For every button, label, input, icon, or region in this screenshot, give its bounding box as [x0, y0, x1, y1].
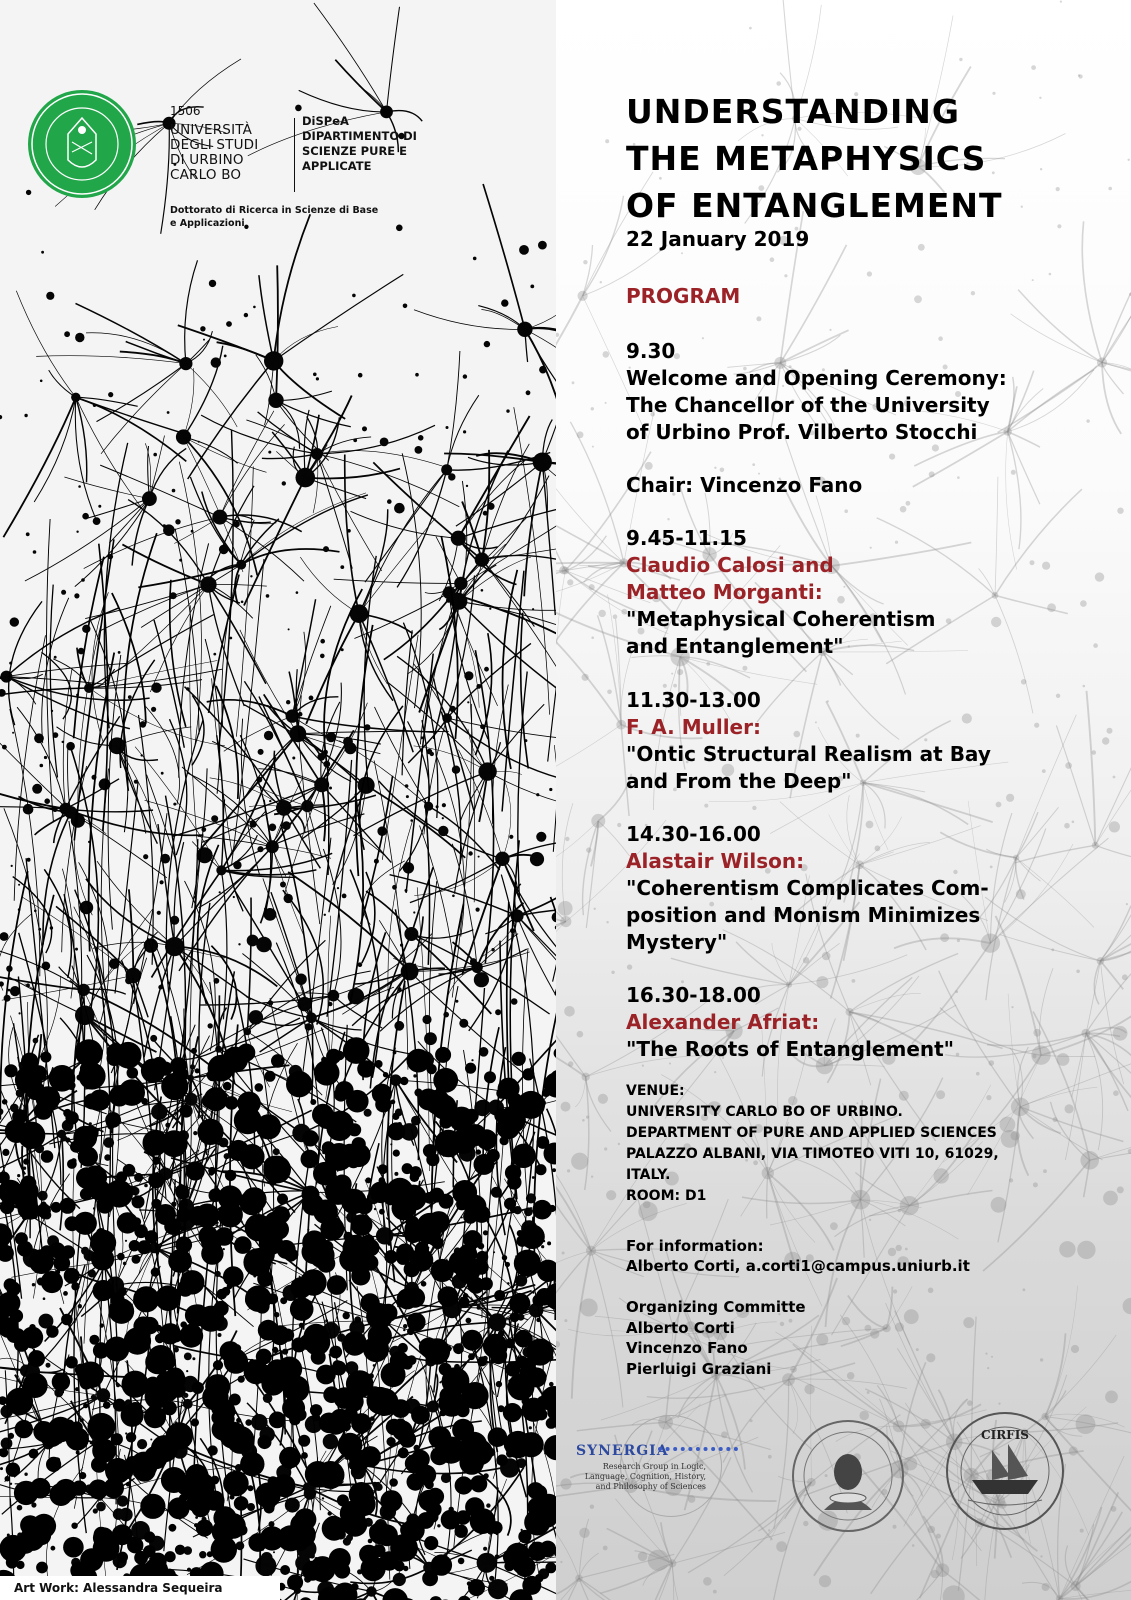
session-talk-title: Mystery"	[626, 930, 728, 954]
university-name-line: DI URBINO	[170, 152, 244, 168]
venue-line: ROOM: D1	[626, 1188, 707, 1204]
session-speaker: F. A. Muller:	[626, 715, 761, 739]
session-speaker: Claudio Calosi and	[626, 553, 834, 577]
doctorate-label	[170, 204, 410, 230]
department-line: SCIENZE PURE E	[302, 144, 408, 158]
session-time: 14.30-16.00	[626, 822, 761, 846]
synergia-name: SYNERGIA	[576, 1443, 669, 1459]
session-2	[626, 687, 991, 795]
ink-artwork	[0, 0, 560, 1600]
synergia-caption	[576, 1462, 706, 1492]
portrait-icon	[794, 1422, 902, 1530]
university-name-line: CARLO BO	[170, 167, 242, 183]
committee-member: Vincenzo Fano	[626, 1339, 748, 1357]
session-speaker: Alastair Wilson:	[626, 849, 805, 873]
university-name	[170, 123, 280, 183]
university-name-line: DEGLI STUDI	[170, 137, 259, 153]
committee-member: Pierluigi Graziani	[626, 1359, 772, 1378]
committee-block	[626, 1297, 806, 1379]
department-line: DIPARTIMENTO DI	[302, 129, 417, 143]
session-4	[626, 982, 954, 1063]
info-block	[626, 1236, 970, 1276]
venue-line: VENUE:	[626, 1083, 685, 1099]
portrait-seal-logo	[792, 1420, 904, 1532]
venue-line: UNIVERSITY CARLO BO OF URBINO.	[626, 1104, 903, 1120]
venue-line: ITALY.	[626, 1167, 671, 1183]
cirfis-logo	[946, 1412, 1064, 1530]
venue-line: DEPARTMENT OF PURE AND APPLIED SCIENCES	[626, 1125, 997, 1141]
doctorate-line: Dottorato di Ricerca in Scienze di Base	[170, 205, 379, 216]
artwork-panel	[0, 0, 560, 1600]
synergia-caption-line: and Philosophy of Sciences	[595, 1482, 706, 1491]
committee-heading: Organizing Committe	[626, 1298, 806, 1316]
synergia-caption-line: Language, Cognition, History,	[584, 1472, 706, 1481]
session-speaker: Matteo Morganti:	[626, 580, 823, 604]
university-logo-block	[28, 90, 428, 240]
synergia-dots-icon	[658, 1447, 738, 1455]
venue-block	[626, 1081, 999, 1207]
session-3	[626, 821, 989, 956]
session-time: 9.30	[626, 339, 676, 363]
session-time: 16.30-18.00	[626, 983, 761, 1007]
committee-member: Alberto Corti	[626, 1318, 735, 1337]
title-line: UNDERSTANDING	[626, 92, 961, 131]
venue-line: PALAZZO ALBANI, VIA TIMOTEO VITI 10, 61029,	[626, 1146, 999, 1162]
session-time: 11.30-13.00	[626, 688, 761, 712]
department-line: APPLICATE	[302, 159, 372, 173]
title-line: THE METAPHYSICS	[626, 139, 987, 178]
info-line: For information:	[626, 1237, 764, 1255]
university-year: 1506	[170, 104, 201, 118]
session-talk-title: and Entanglement"	[626, 634, 844, 658]
session-talk-title: "The Roots of Entanglement"	[626, 1037, 955, 1061]
cirfis-name: CIRFIS	[981, 1428, 1029, 1442]
session-talk-title: "Coherentism Complicates Com-	[626, 876, 989, 900]
event-title	[626, 88, 1066, 229]
university-name-line: UNIVERSITÀ	[170, 122, 253, 138]
doctorate-line: e Applicazioni	[170, 218, 245, 229]
opening-line: Welcome and Opening Ceremony:	[626, 366, 1007, 390]
opening-line: The Chancellor of the University	[626, 393, 990, 417]
synergia-caption-line: Research Group in Logic,	[602, 1462, 706, 1471]
university-seal-icon	[28, 90, 136, 198]
session-time: 9.45-11.15	[626, 526, 747, 550]
department-name	[302, 114, 432, 174]
info-email[interactable]: Alberto Corti, a.corti1@campus.uniurb.it	[626, 1257, 970, 1275]
synergia-logo	[570, 1415, 770, 1520]
art-credit: Art Work: Alessandra Sequeira	[0, 1576, 280, 1600]
session-speaker: Alexander Afriat:	[626, 1010, 820, 1034]
session-1	[626, 525, 936, 660]
session-talk-title: "Ontic Structural Realism at Bay	[626, 742, 991, 766]
opening-block	[626, 338, 1007, 446]
session-talk-title: and From the Deep"	[626, 769, 852, 793]
session-talk-title: position and Monism Minimizes	[626, 903, 981, 927]
logo-divider	[294, 118, 295, 192]
opening-line: of Urbino Prof. Vilberto Stocchi	[626, 420, 978, 444]
title-line: OF ENTANGLEMENT	[626, 186, 1003, 225]
chair-label: Chair: Vincenzo Fano	[626, 473, 863, 497]
program-heading: PROGRAM	[626, 284, 741, 308]
department-line: DiSPeA	[302, 114, 349, 128]
session-talk-title: "Metaphysical Coherentism	[626, 607, 936, 631]
event-date: 22 January 2019	[626, 227, 810, 251]
